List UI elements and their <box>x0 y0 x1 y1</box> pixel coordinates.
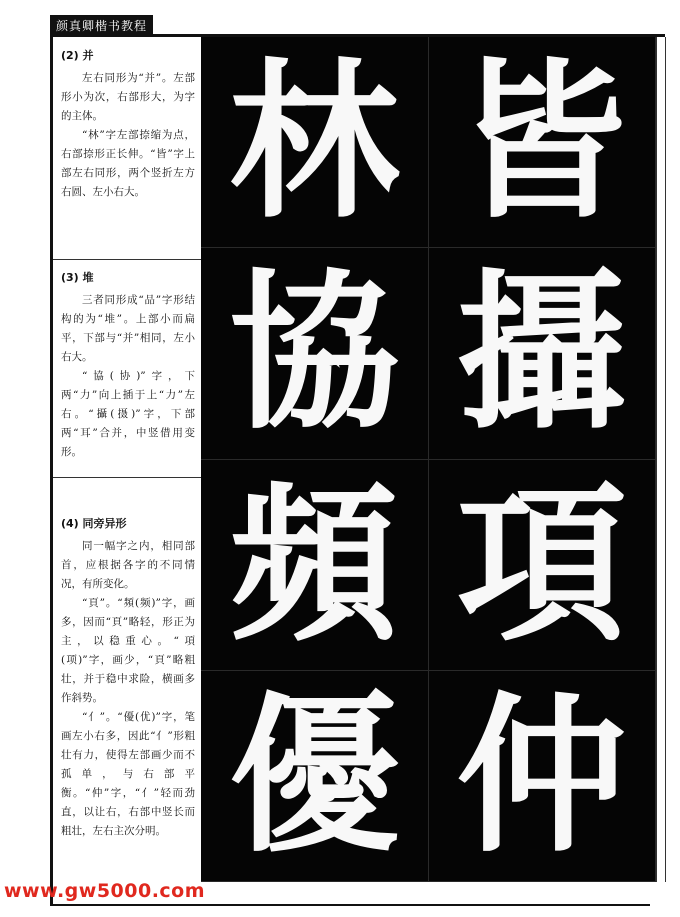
calligraphy-cell <box>429 671 657 882</box>
calligraphy-grid <box>201 37 656 882</box>
calligraphy-cell <box>201 460 429 671</box>
site-watermark: www.gw5000.com <box>4 880 206 902</box>
calligraphy-character: 協 <box>229 253 400 454</box>
calligraphy-cell <box>429 37 657 248</box>
section-paragraph: “亻”。“優(优)”字，笔画左小右多，因此“亻”形粗壮有力，使得左部画少而不孤单，与右部平衡。“仲”字，“亻”轻而劲直，以让右，右部中竖长而粗壮，左右主次分明。 <box>61 711 195 837</box>
calligraphy-cell <box>201 37 429 248</box>
section-paragraph: 三者同形成“品”字形结构的为“堆”。上部小而扁平，下部与“并”相同，左小右大。 <box>61 294 195 363</box>
section-paragraph: “林”字左部捺缩为点，右部捺形正长伸。“皆”字上部左右同形，两个竖折左方右圆、左小右大。 <box>61 129 195 198</box>
calligraphy-character: 攝 <box>456 253 627 454</box>
section-title: (3) 堆 <box>61 271 94 284</box>
section-dui <box>53 259 201 478</box>
section-paragraph: “頁”。“頻(频)”字，画多，因而“頁”略轻，形正为主，以稳重心。“項(项)”字，画少，“頁”略粗壮，并于稳中求险，横画多作斜势。 <box>61 597 195 704</box>
section-paragraph: 左右同形为“并”。左部形小为次，右部形大，为字的主体。 <box>61 72 195 122</box>
calligraphy-cell <box>201 671 429 882</box>
section-same-radical <box>53 477 201 882</box>
book-title-tab: 颜真卿楷书教程 <box>50 15 153 36</box>
section-paragraph: “協(协)”字，下两“力”向上插于上“力”左右。“攝(摄)”字，下部两“耳”合并，中竖借用变形。 <box>61 370 195 458</box>
explanation-column <box>53 37 202 882</box>
calligraphy-cell <box>429 248 657 459</box>
calligraphy-character: 項 <box>456 464 627 665</box>
footer-rule <box>50 904 650 906</box>
section-bing <box>53 37 201 260</box>
calligraphy-cell <box>201 248 429 459</box>
calligraphy-cell <box>429 460 657 671</box>
section-paragraph: 同一幅字之内，相同部首，应根据各字的不同情况，有所变化。 <box>61 540 195 590</box>
calligraphy-character: 優 <box>229 675 400 876</box>
calligraphy-character: 皆 <box>456 42 627 243</box>
calligraphy-panel <box>201 37 656 882</box>
calligraphy-character: 林 <box>229 42 400 243</box>
right-margin-strip <box>656 37 666 882</box>
section-title: (2) 并 <box>61 49 94 62</box>
calligraphy-character: 仲 <box>456 675 627 876</box>
section-title: (4) 同旁异形 <box>61 517 127 530</box>
calligraphy-character: 頻 <box>229 464 400 665</box>
